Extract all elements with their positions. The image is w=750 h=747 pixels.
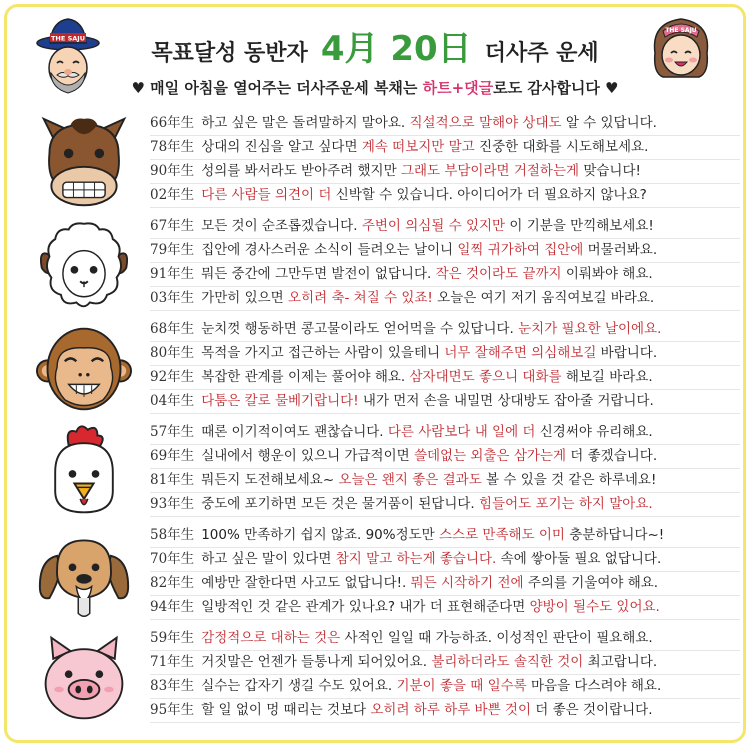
fortune-text-part: 실내에서 행운이 있으니 가급적이면 [201,448,414,464]
fortune-line [150,263,740,287]
birth-year-label: 78年生 [150,139,195,155]
fortune-text-part: 집안에 경사스러운 소식이 들려오는 날이니 [201,242,458,258]
fortune-text-part: 충분하답니다~! [564,527,665,543]
fortune-text-part: 모든 것이 순조롭겠습니다. [201,218,362,234]
fortune-line [150,421,740,445]
fortune-line [150,627,740,651]
fortune-text-part: 머물러봐요. [583,242,658,258]
fortune-highlight: 그래도 부담이라면 거절하는게 [400,163,580,179]
fortune-highlight: 기분이 좋을 때 일수록 [396,678,527,694]
fortune-line [150,184,740,208]
page-title [7,21,743,70]
fortune-text-part: 내가 먼저 손을 내밀면 상대방도 잡아줄 거랍니다. [358,393,654,409]
fortune-text-part: 목적을 가지고 접근하는 사람이 있을테니 [201,345,445,361]
hat-logo-text: THE SAJU [51,34,85,43]
fortune-text-part: 최고랍니다. [583,654,658,670]
fortune-highlight: 다른 사람보다 내 일에 더 [387,424,536,440]
birth-year-label: 69年生 [150,448,195,464]
birth-year-label: 95年生 [150,702,195,718]
title-left: 목표달성 동반자 [151,41,308,66]
header [7,7,743,111]
fortune-text-part: 속에 쌓아둘 필요 없답니다. [496,551,662,567]
fortune-text-part: 상대의 진심을 알고 싶다면 [201,139,362,155]
fortune-text-part: 할 일 없이 멍 때리는 것보다 [201,702,371,718]
fortune-highlight: 다툼은 칼로 물베기랍니다! [201,393,359,409]
fortune-line [150,342,740,366]
birth-year-label: 57年生 [150,424,195,440]
fortune-text-part: 해보길 바라요. [561,369,653,385]
fortune-text-part: 알 수 있답니다. [561,115,657,131]
birth-year-label: 68年生 [150,321,195,337]
birth-year-label: 03年生 [150,290,195,306]
sheep-icon [35,218,133,314]
birth-year-label: 92年生 [150,369,195,385]
zodiac-section-pig [7,626,743,729]
fortune-line [150,318,740,342]
fortune-highlight: 불리하더라도 솔직한 것이 [431,654,584,670]
woman-avatar-icon [649,13,713,83]
birth-year-label: 94年生 [150,599,195,615]
fortune-text-part: 하고 싶은 말이 있다면 [201,551,336,567]
fortune-highlight: 쓸데없는 외출은 삼가는게 [413,448,567,464]
fortune-highlight: 오히려 축- 쳐질 수 있죠! [288,290,433,306]
subtitle [7,77,743,98]
fortune-text-part: 중도에 포기하면 모든 것은 물거품이 된답니다. [201,496,480,512]
fortune-text-part: 이 기분을 만끽해보세요! [505,218,654,234]
fortune-text-part: 하고 싶은 말은 돌려말하지 말아요. [201,115,410,131]
fortune-highlight: 오히려 하루 하루 바쁜 것이 [370,702,532,718]
fortune-highlight: 너무 잘해주면 의심해보길 [444,345,597,361]
subtitle-highlight: 하트+댓글 [422,79,494,97]
fortune-highlight: 감정적으로 대하는 것은 [201,630,341,646]
fortune-line [150,366,740,390]
fortune-text-part: 진중한 대화를 시도해보세요. [474,139,649,155]
fortune-highlight: 계속 떠보지만 말고 [361,139,475,155]
title-date: 4月 20日 [320,29,472,69]
fortune-line [150,390,740,414]
fortune-text-part: 신경써야 유리해요. [535,424,653,440]
fortune-text-part: 실수는 갑자기 생길 수도 있어요. [201,678,397,694]
fortune-line [150,548,740,572]
fortune-highlight: 참지 말고 하는게 좋습니다. [335,551,497,567]
fortune-text-part: 주의를 기울여야 해요. [523,575,659,591]
zodiac-section-monkey [7,317,743,420]
birth-year-label: 02年生 [150,187,195,203]
birth-year-label: 80年生 [150,345,195,361]
fortune-highlight: 주변이 의심될 수 있지만 [361,218,506,234]
fortune-line [150,675,740,699]
fortune-text-part: 복잡한 관계를 이제는 풀어야 해요. [201,369,410,385]
fortune-line [150,287,740,311]
fortune-highlight: 눈치가 필요한 날이에요. [518,321,662,337]
rooster-icon [35,424,133,520]
birth-year-label: 66年生 [150,115,195,131]
fortune-text-part: 마음을 다스려야 해요. [526,678,662,694]
fortune-line [150,572,740,596]
zodiac-section-dog [7,523,743,626]
birth-year-label: 93年生 [150,496,195,512]
fortune-text-part: 눈치껏 행동하면 콩고물이라도 얻어먹을 수 있답니다. [201,321,519,337]
subtitle-before: ♥ 매일 아침을 열어주는 더사주운세 복채는 [131,79,423,97]
fortune-line [150,699,740,723]
title-right: 더사주 운세 [484,41,599,66]
fortune-text-part: 바랍니다. [596,345,658,361]
birth-year-label: 67年生 [150,218,195,234]
birth-year-label: 04年生 [150,393,195,409]
fortune-text-part: 사적인 일일 때 가능하죠. 이성적인 판단이 필요해요. [340,630,653,646]
fortune-text-part: 가만히 있으면 [201,290,289,306]
fortune-highlight: 오늘은 왠지 좋은 결과도 [338,472,482,488]
fortune-text-part: 성의를 봐서라도 받아주려 했지만 [201,163,401,179]
fortune-line [150,160,740,184]
fortune-line [150,136,740,160]
fortune-highlight: 양방이 될수도 있어요. [529,599,660,615]
fortune-text-part: 이뤄봐야 해요. [561,266,653,282]
fortune-text-part: 때론 이기적이여도 괜찮습니다. [201,424,388,440]
zodiac-section-horse [7,111,743,214]
birth-year-label: 90年生 [150,163,195,179]
fortune-text-part: 오늘은 여기 저기 움직여보길 바라요. [432,290,655,306]
pig-icon [35,630,133,726]
fortune-line [150,493,740,517]
birth-year-label: 91年生 [150,266,195,282]
birth-year-label: 81年生 [150,472,195,488]
fortune-line [150,651,740,675]
monkey-icon [35,321,133,417]
fortune-text-part: 더 좋은 것이랍니다. [531,702,653,718]
fortune-line [150,596,740,620]
fortune-highlight: 다른 사람들 의견이 더 [201,187,332,203]
fortune-highlight: 힘들어도 포기는 하지 말아요. [479,496,653,512]
fortune-line [150,469,740,493]
fortune-text-part: 더 좋겠습니다. [566,448,658,464]
fortune-line [150,445,740,469]
fortune-highlight: 일찍 귀가하여 집안에 [457,242,584,258]
zodiac-section-sheep [7,214,743,317]
birth-year-label: 58年生 [150,527,195,543]
fortune-highlight: 스스로 만족해도 이미 [439,527,565,543]
fortune-line [150,239,740,263]
subtitle-after: 로도 감사합니다 ♥ [493,79,619,97]
horse-icon [35,115,133,211]
fortune-text-part: 100% 만족하기 쉽지 않죠. 90%정도만 [201,527,439,543]
birth-year-label: 70年生 [150,551,195,567]
fortune-text-part: 뭐든지 도전해보세요~ [201,472,339,488]
fortune-highlight: 삼자대면도 좋으니 대화를 [409,369,562,385]
fortune-highlight: 직설적으로 말해야 상대도 [409,115,562,131]
fortune-text-part: 맞습니다! [579,163,641,179]
fortune-highlight: 작은 것이라도 끝까지 [435,266,562,282]
birth-year-label: 79年生 [150,242,195,258]
birth-year-label: 83年生 [150,678,195,694]
fortune-text-part: 일방적인 것 같은 관계가 있나요? 내가 더 표현해준다면 [201,599,530,615]
birth-year-label: 59年生 [150,630,195,646]
fortune-text-part: 뭐든 중간에 그만두면 발전이 없답니다. [201,266,436,282]
birth-year-label: 82年生 [150,575,195,591]
fortune-card [4,4,746,743]
dog-icon [35,527,133,623]
fortune-text-part: 신박할 수 있습니다. 아이디어가 더 필요하지 않나요? [331,187,647,203]
headband-logo-text: THE SAJU [665,27,697,34]
zodiac-section-rooster [7,420,743,523]
fortune-text-part: 예방만 잘한다면 사고도 없답니다!. [201,575,411,591]
fortune-line [150,112,740,136]
fortune-line [150,215,740,239]
fortune-line [150,524,740,548]
fortune-text-part: 볼 수 있을 것 같은 하루네요! [481,472,657,488]
birth-year-label: 71年生 [150,654,195,670]
fortune-text-part: 거짓말은 언젠가 들통나게 되어있어요. [201,654,432,670]
fortune-highlight: 뭐든 시작하기 전에 [410,575,524,591]
